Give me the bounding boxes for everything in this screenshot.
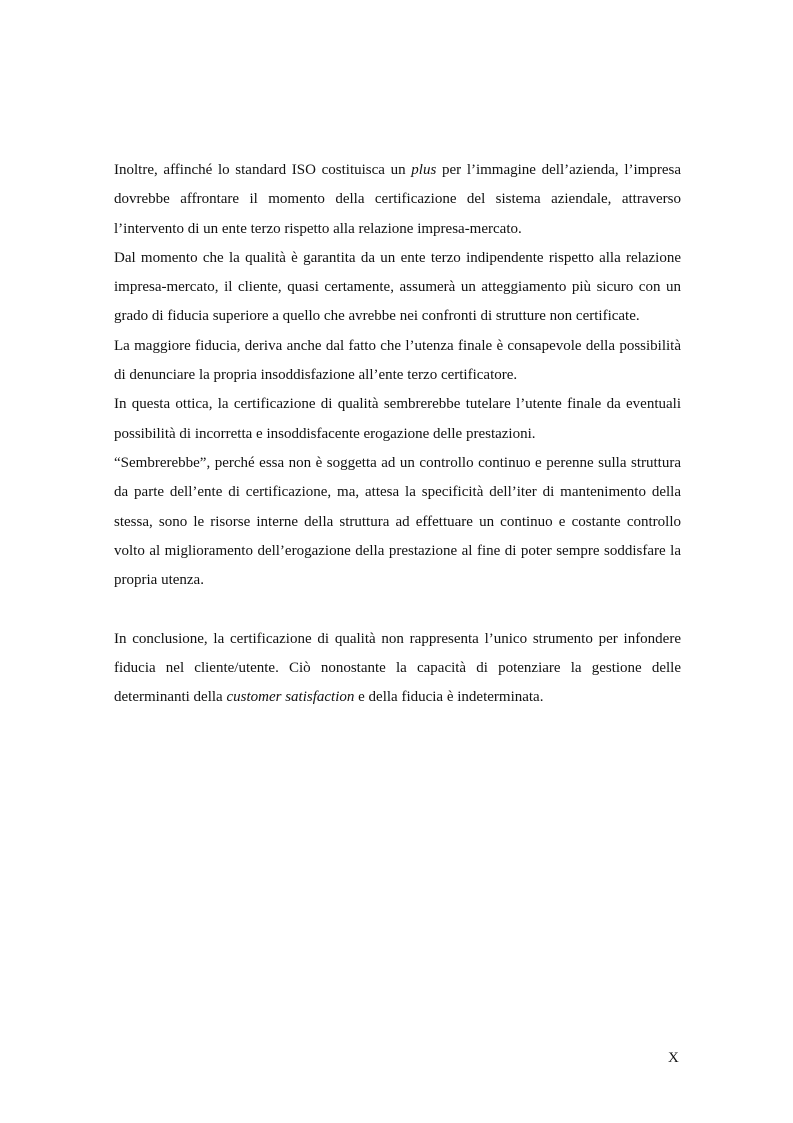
text-segment: La maggiore fiducia, deriva anche dal fatto che l’utenza finale è consapevole della possibilità di denunciare la propria insoddisfazione all’ente terzo certificatore. — [114, 337, 681, 384]
paragraph-sembrerebbe — [114, 449, 681, 595]
paragraph-trust — [114, 332, 681, 391]
page-number: X — [668, 1050, 679, 1066]
text-segment-italic: customer satisfaction — [226, 689, 355, 706]
text-segment: Inoltre, affinché lo standard ISO costituisca un — [114, 162, 412, 178]
text-segment: In conclusione, la certificazione di qualità non rappresenta l’unico strumento per infondere fiducia nel cliente/utente. Ciò nonostante la capacità di potenziare la gestione delle determinanti della — [114, 630, 681, 706]
document-body — [114, 156, 681, 713]
paragraph-iso-plus — [114, 156, 681, 244]
paragraph-conclusion — [114, 625, 681, 713]
paragraph-perspective — [114, 390, 681, 449]
text-segment: “Sembrerebbe”, perché essa non è soggetta ad un controllo continuo e perenne sulla struttura da parte dell’ente di certificazione, ma, attesa la specificità dell’iter di mantenimento della stessa, sono le risorse interne della struttura ad effettuare un continuo e costante controllo volto al miglioramento dell’erogazione della prestazione al fine di poter sempre soddisfare la propria utenza. — [114, 454, 681, 589]
text-segment-italic: plus — [411, 162, 437, 178]
text-segment: In questa ottica, la certificazione di qualità sembrerebbe tutelare l’utente finale da eventuali possibilità di incorretta e insoddisfacente erogazione delle prestazioni. — [114, 396, 681, 442]
text-segment: per l’immagine dell’azienda, l’impresa dovrebbe affrontare il momento della certificazione del sistema aziendale, attraverso l’intervento di un ente terzo rispetto alla relazione impresa-mercato. — [114, 162, 681, 237]
text-segment: Dal momento che la qualità è garantita da un ente terzo indipendente rispetto alla relazione impresa-mercato, il cliente, quasi certamente, assumerà un atteggiamento più sicuro con un grado di fiducia superiore a quello che avrebbe nei confronti di strutture non certificate. — [114, 249, 681, 325]
paragraph-third-party — [114, 244, 681, 332]
text-segment: e della fiducia è indeterminata. — [354, 689, 544, 706]
